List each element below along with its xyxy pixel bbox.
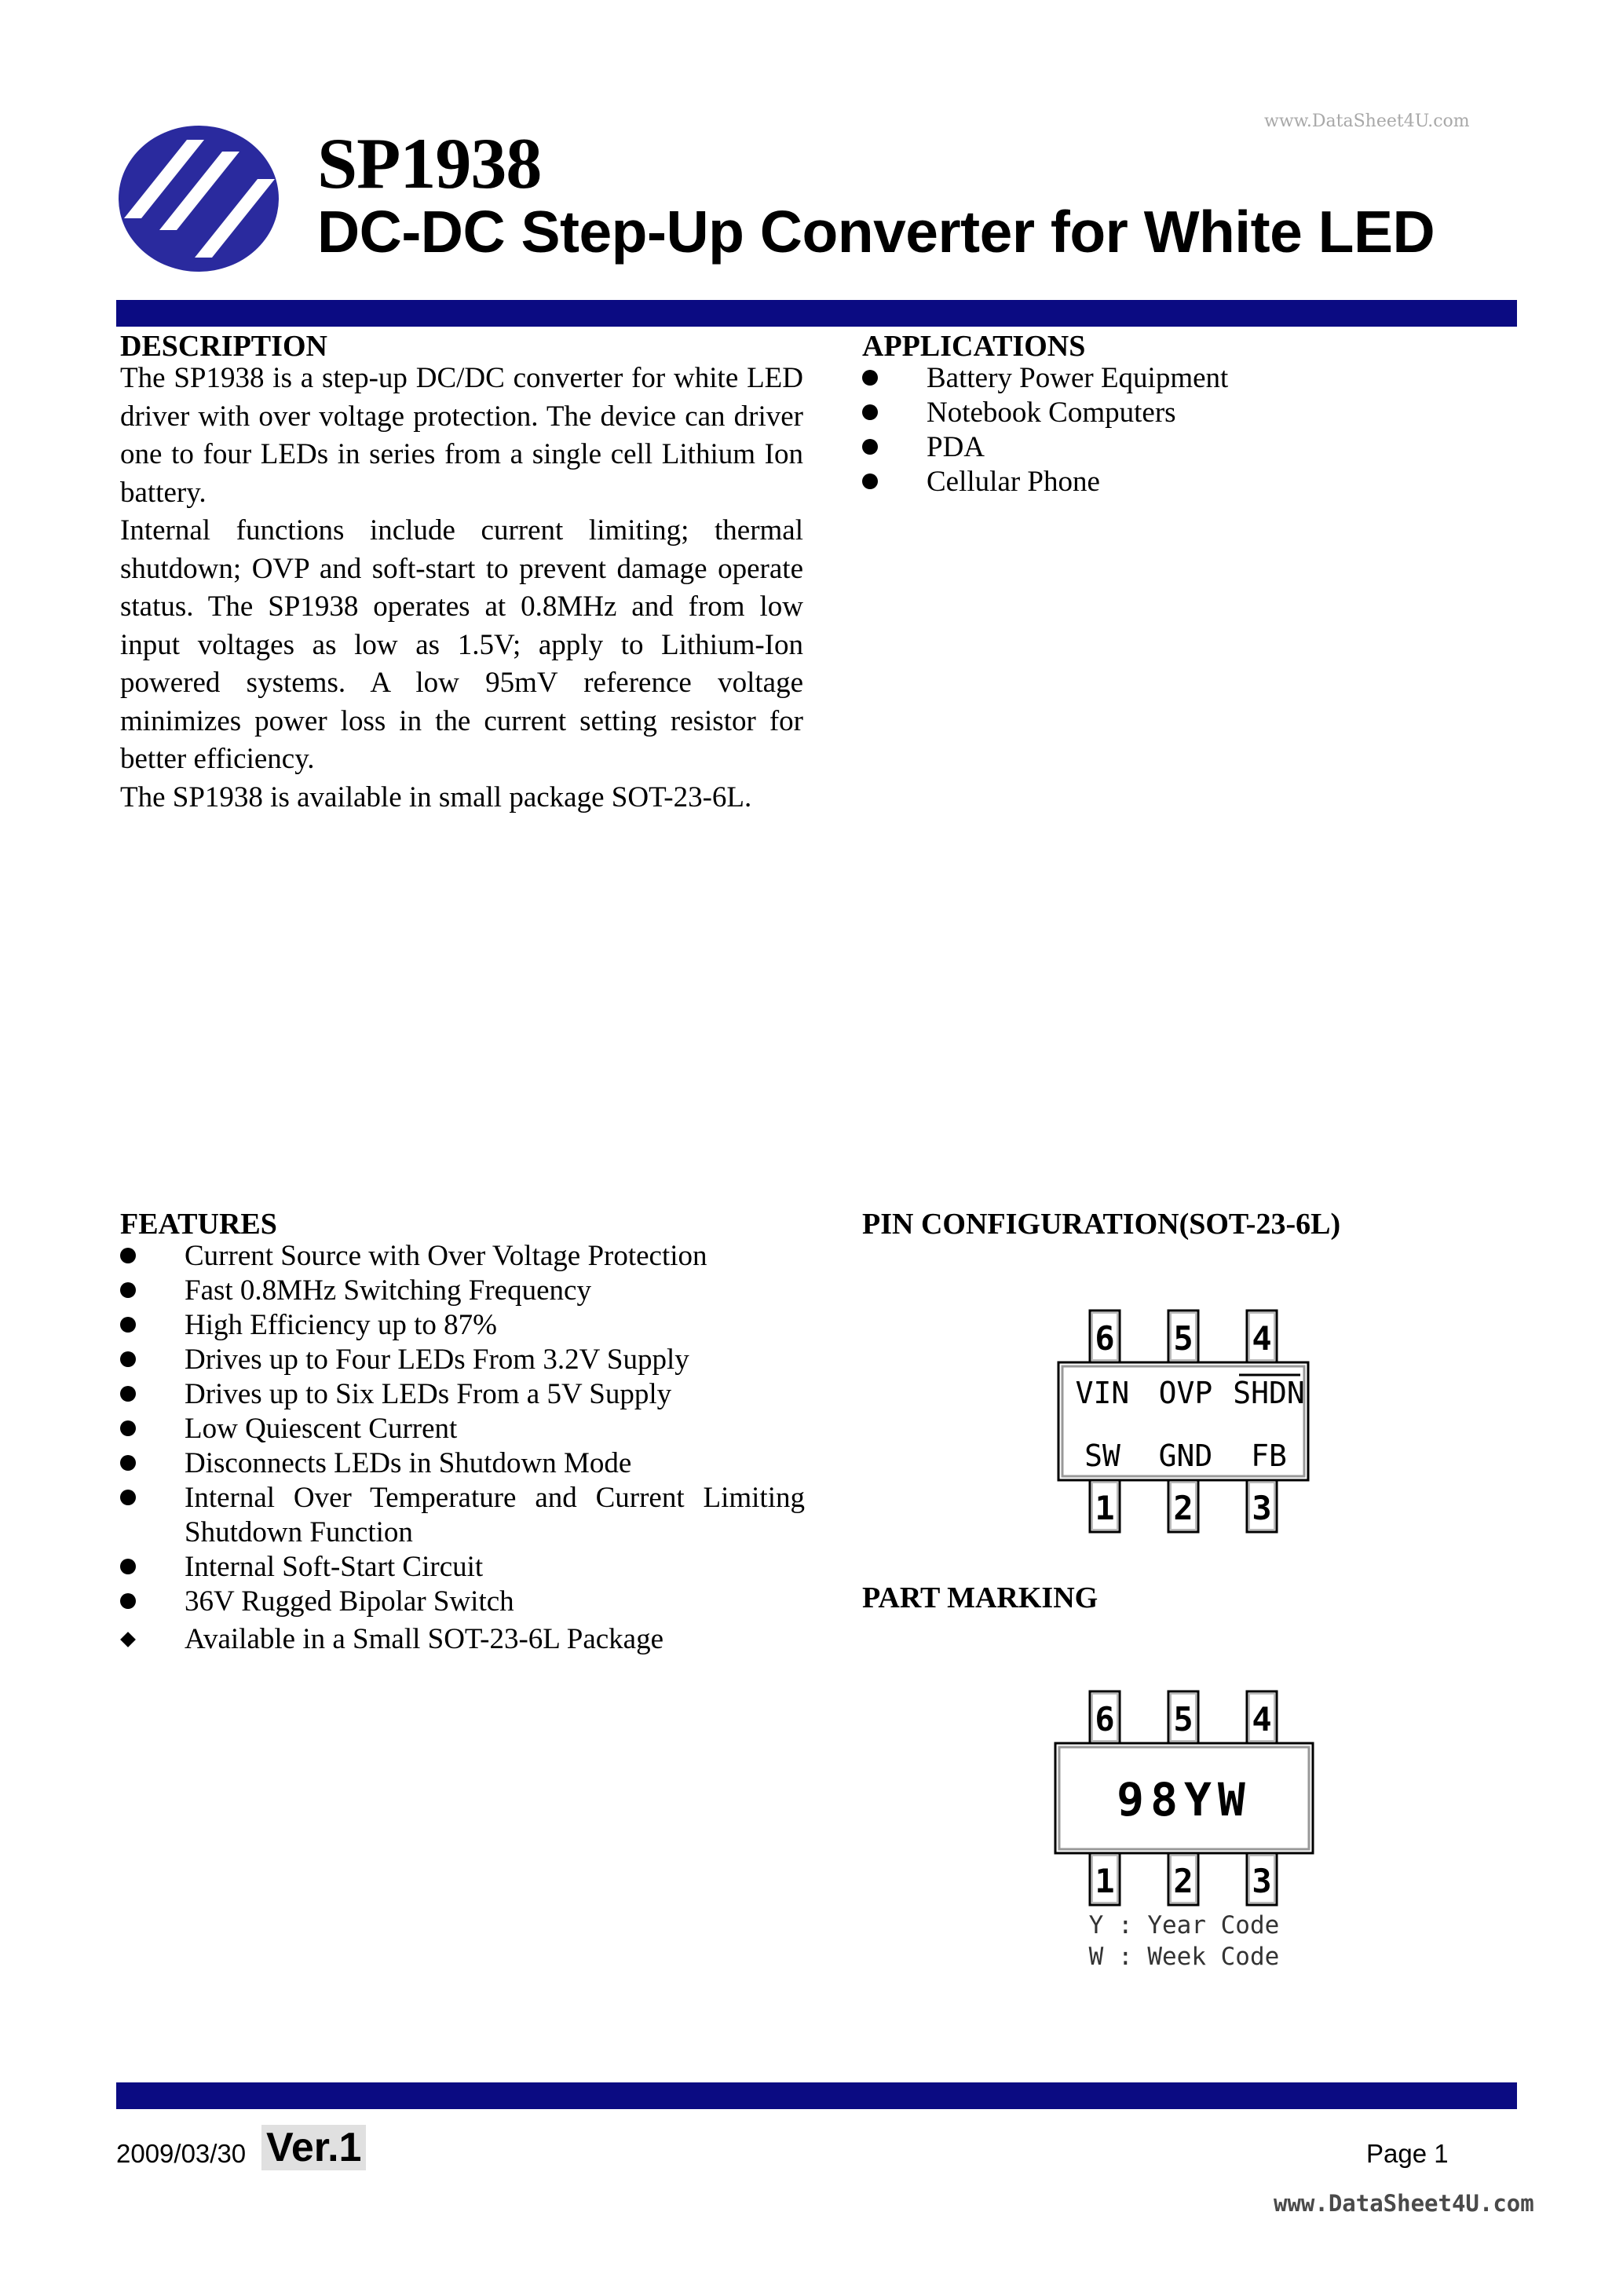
pin-label: VIN [1075, 1376, 1130, 1410]
bullet-icon [862, 370, 878, 386]
description-paragraph: The SP1938 is available in small package SOT-23-6L. [120, 781, 752, 813]
pin-number: 2 [1173, 1862, 1193, 1900]
marking-legend: W : Week Code [1088, 1943, 1280, 1971]
bullet-icon [120, 1317, 136, 1333]
description-paragraph: The SP1938 is a step-up DC/DC converter for white LED driver with over voltage protection. The device can driver one to four LEDs in series from a single cell Lithium Ion battery. [120, 362, 803, 509]
bullet-icon [120, 1593, 136, 1609]
list-item-text: Low Quiescent Current [185, 1413, 458, 1445]
company-logo-icon [116, 124, 281, 273]
footer-rule [116, 2082, 1517, 2109]
list-item-text: PDA [927, 431, 985, 463]
version-badge: Ver.1 [261, 2125, 366, 2170]
pin-number: 6 [1095, 1319, 1115, 1358]
pin-number: 3 [1252, 1489, 1272, 1527]
list-item [120, 1446, 805, 1481]
pin-number: 4 [1252, 1319, 1272, 1358]
bullet-icon [862, 404, 878, 420]
applications-heading: APPLICATIONS [862, 330, 1086, 363]
list-item-text: Disconnects LEDs in Shutdown Mode [185, 1447, 632, 1479]
bullet-icon [120, 1386, 136, 1402]
pin-label: OVP [1158, 1376, 1213, 1410]
diamond-bullet-icon [120, 1632, 136, 1647]
bullet-icon [120, 1490, 136, 1505]
pin-number: 1 [1095, 1862, 1115, 1900]
marking-code: 98YW [1117, 1773, 1252, 1826]
list-item [120, 1622, 805, 1657]
pin-label: SHDN [1233, 1376, 1305, 1410]
bullet-icon [120, 1248, 136, 1263]
pin-number: 5 [1173, 1700, 1193, 1738]
list-item [862, 361, 1228, 396]
list-item [120, 1585, 805, 1619]
pin-number: 3 [1252, 1862, 1272, 1900]
bullet-icon [120, 1455, 136, 1471]
footer-site-link[interactable]: www.DataSheet4U.com [1274, 2190, 1534, 2217]
pin-number: 1 [1095, 1489, 1115, 1527]
part-marking-heading: PART MARKING [862, 1581, 1098, 1614]
pin-number: 4 [1252, 1700, 1272, 1738]
header-rule [116, 300, 1517, 327]
pin-number: 2 [1173, 1489, 1193, 1527]
list-item-text: Drives up to Four LEDs From 3.2V Supply [185, 1344, 689, 1376]
list-item-text: Drives up to Six LEDs From a 5V Supply [185, 1378, 672, 1410]
part-marking-diagram [1044, 1680, 1327, 1979]
description-heading: DESCRIPTION [120, 330, 327, 363]
pin-label: SW [1084, 1439, 1120, 1473]
list-item [120, 1343, 805, 1377]
bullet-icon [120, 1282, 136, 1298]
list-item [120, 1481, 805, 1550]
list-item-text: Battery Power Equipment [927, 362, 1229, 394]
document-title: DC-DC Step-Up Converter for White LED [317, 199, 1435, 265]
list-item [120, 1550, 805, 1585]
pin-label: GND [1158, 1439, 1213, 1473]
list-item-text: Current Source with Over Voltage Protection [185, 1240, 707, 1272]
header-watermark: www.DataSheet4U.com [1264, 112, 1470, 131]
page-number: Page 1 [1366, 2139, 1449, 2168]
list-item [862, 430, 1228, 465]
applications-list [862, 361, 1228, 499]
bullet-icon [862, 473, 878, 489]
pin-number: 5 [1173, 1319, 1193, 1358]
list-item-text: High Efficiency up to 87% [185, 1309, 498, 1341]
part-number: SP1938 [317, 123, 542, 203]
list-item [120, 1412, 805, 1446]
bullet-icon [120, 1420, 136, 1436]
bullet-icon [120, 1351, 136, 1367]
list-item-text: 36V Rugged Bipolar Switch [185, 1585, 514, 1618]
marking-legend: Y : Year Code [1088, 1911, 1280, 1940]
list-item [862, 465, 1228, 499]
description-paragraph: Internal functions include current limiting; thermal shutdown; OVP and soft-start to prevent damage operate status. The SP1938 operates at 0.8MHz and from low input voltages as low as 1.5V; apply to Lithium-Ion powered systems. A low 95mV reference voltage minimizes power loss in the current setting resistor for better efficiency. [120, 514, 803, 775]
pin-config-diagram [1044, 1300, 1327, 1551]
list-item [120, 1308, 805, 1343]
list-item-text: Available in a Small SOT-23-6L Package [185, 1623, 664, 1655]
pin-config-heading: PIN CONFIGURATION(SOT-23-6L) [862, 1208, 1341, 1241]
bullet-icon [120, 1559, 136, 1574]
features-heading: FEATURES [120, 1208, 277, 1241]
description-body [120, 360, 803, 817]
list-item-text: Internal Over Temperature and Current Limiting Shutdown Function [185, 1482, 805, 1548]
list-item [120, 1274, 805, 1308]
bullet-icon [862, 439, 878, 455]
list-item-text: Internal Soft-Start Circuit [185, 1551, 484, 1583]
list-item-text: Notebook Computers [927, 397, 1176, 429]
list-item-text: Cellular Phone [927, 466, 1100, 498]
list-item-text: Fast 0.8MHz Switching Frequency [185, 1274, 591, 1307]
pin-label: FB [1251, 1439, 1287, 1473]
list-item [120, 1239, 805, 1274]
pin-number: 6 [1095, 1700, 1115, 1738]
features-list [120, 1239, 805, 1657]
footer-date: 2009/03/30 [116, 2139, 247, 2168]
list-item [862, 396, 1228, 430]
list-item [120, 1377, 805, 1412]
